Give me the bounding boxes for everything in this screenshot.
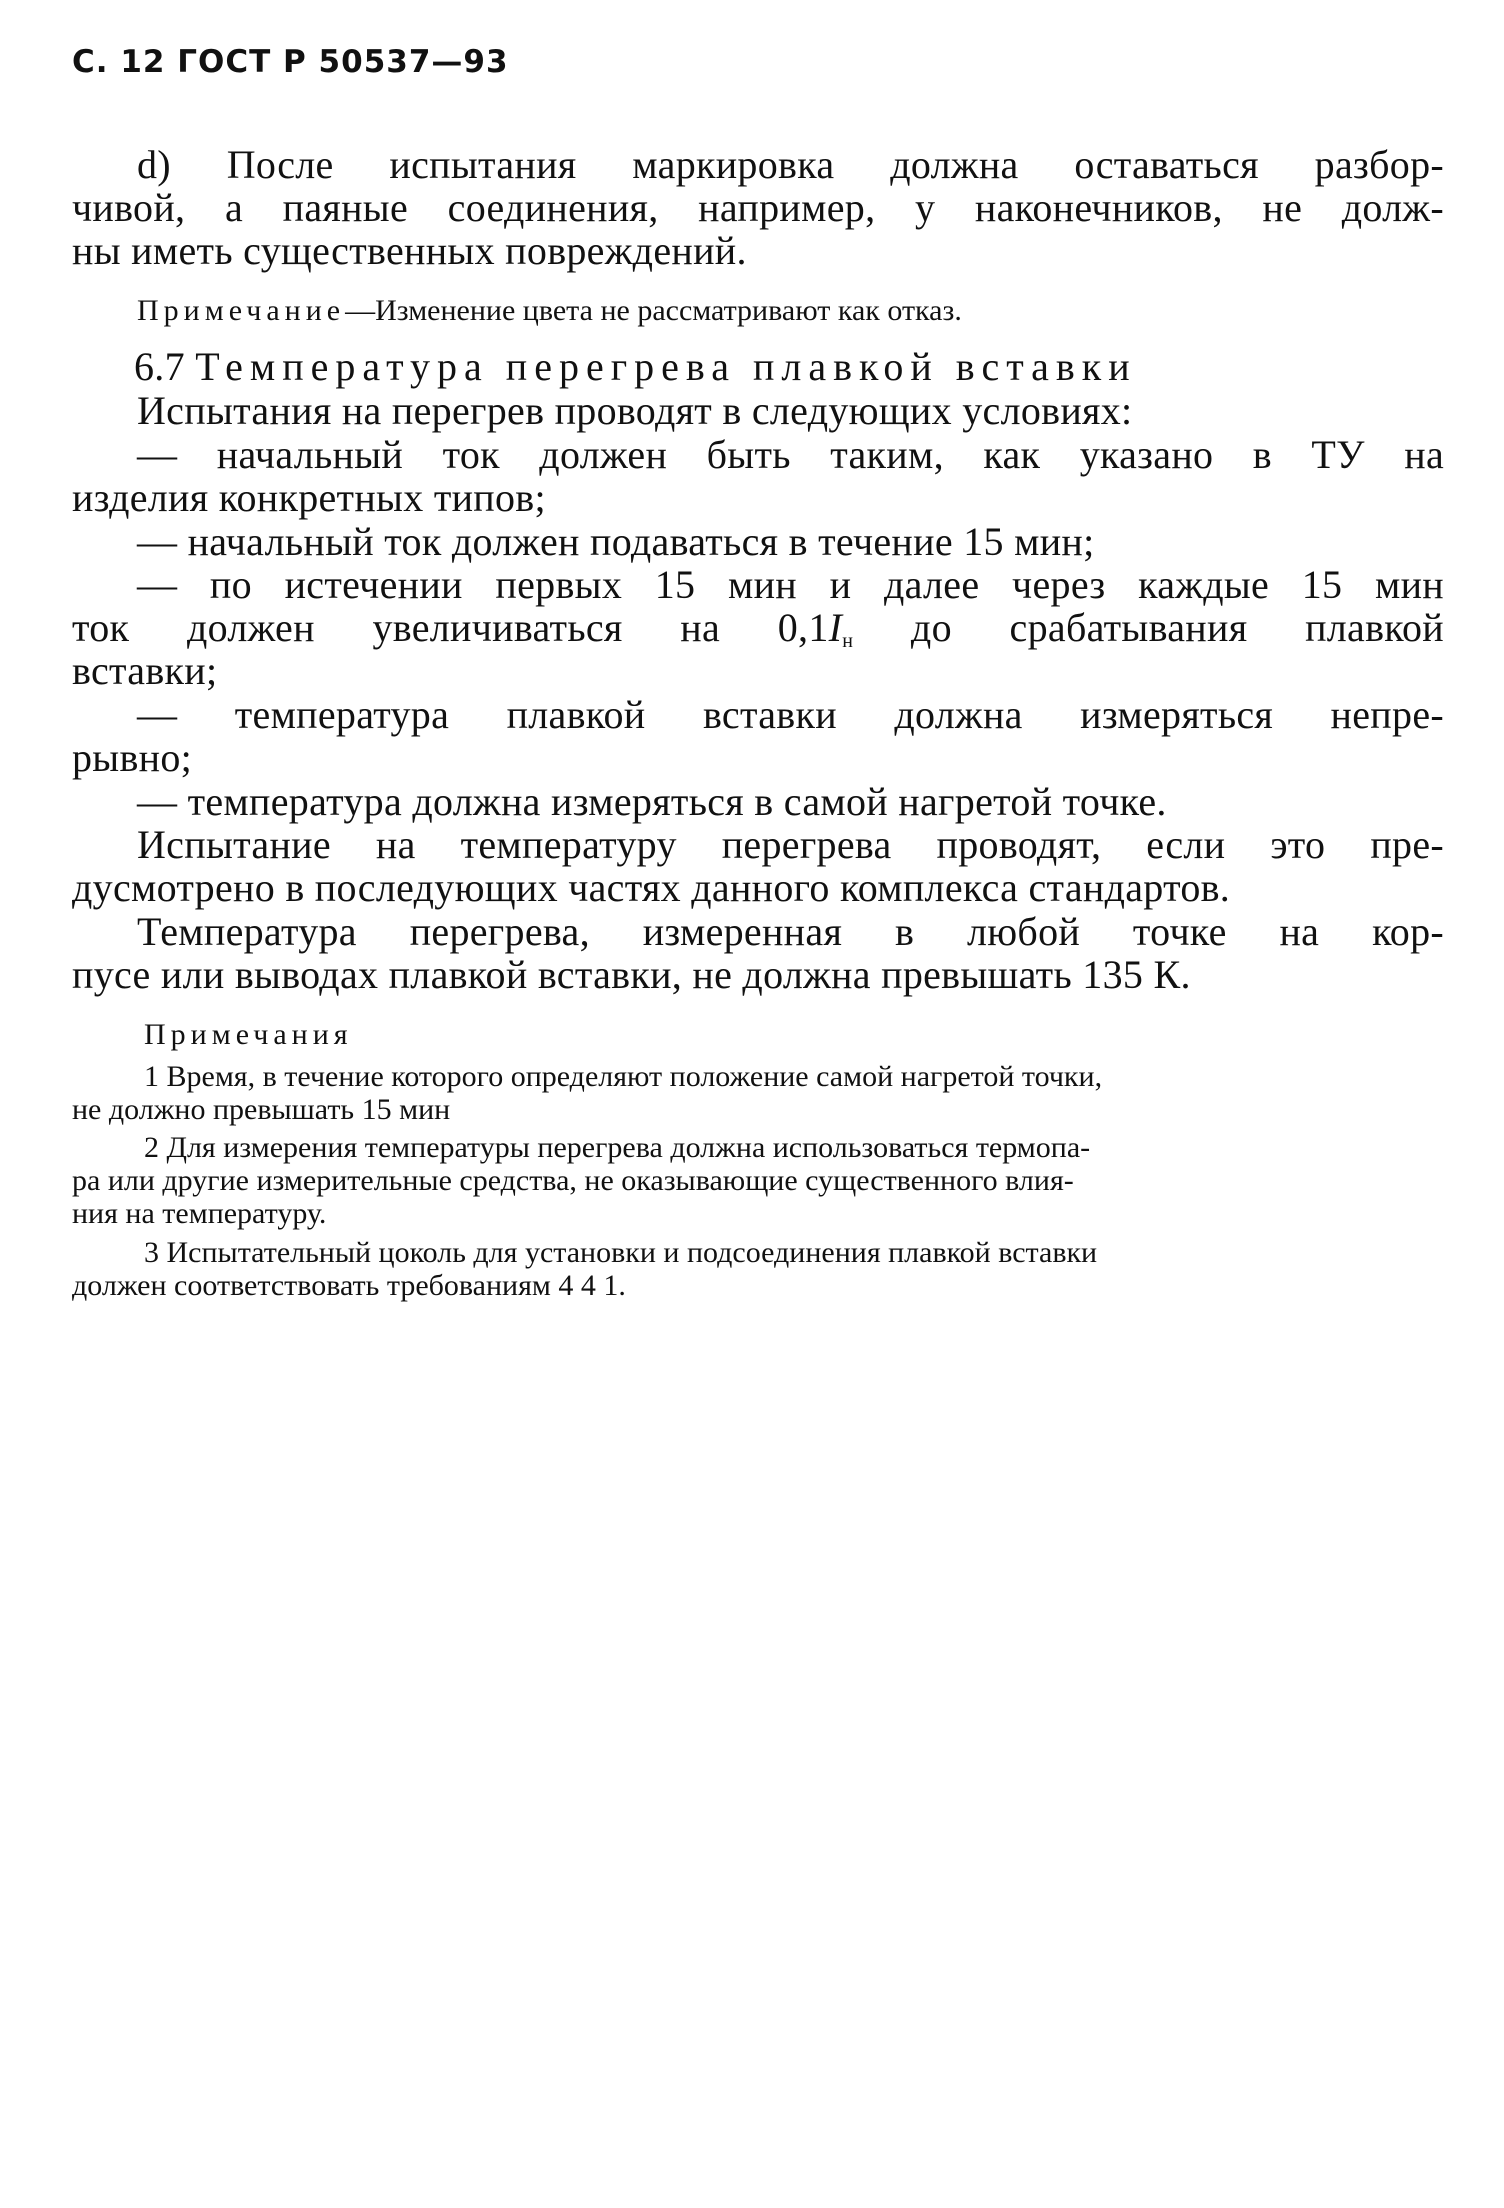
para-d-line-2: чивой, а паяные соединения, например, у наконечников, не долж-: [72, 185, 1444, 230]
condition-3-line-2: [72, 606, 1444, 650]
limit-paragraph-line-2: пусе или выводах плавкой вставки, не должна превышать 135 К.: [72, 952, 1191, 997]
condition-5: — температура должна измеряться в самой нагретой точке.: [137, 779, 1167, 824]
note-1: [72, 294, 1504, 328]
condition-3-text-after: до срабатывания плавкой: [853, 605, 1444, 650]
note-item-1-line-1: 1 Время, в течение которого определяют положение самой нагретой точки,: [144, 1060, 1103, 1093]
test-paragraph-line-2: дусмотрено в последующих частях данного комплекса стандартов.: [72, 865, 1231, 910]
condition-2: — начальный ток должен подаваться в течение 15 мин;: [137, 519, 1095, 564]
condition-4-line-2: рывно;: [72, 735, 193, 780]
page-header: С. 12 ГОСТ Р 50537—93: [72, 44, 509, 80]
note-item-3-line-2: должен соответствовать требованиям 4 4 1.: [72, 1269, 626, 1302]
note-1-dash: —: [345, 294, 376, 327]
section-heading: [72, 345, 1504, 389]
note-item-1-line-2: не должно превышать 15 мин: [72, 1093, 451, 1126]
conditions-intro: Испытания на перегрев проводят в следующих условиях:: [137, 388, 1133, 433]
para-d-line-1: d) После испытания маркировка должна оставаться разбор-: [137, 142, 1444, 187]
condition-4-line-1: — температура плавкой вставки должна измеряться непре-: [137, 692, 1444, 737]
note-item-3-line-1: 3 Испытательный цоколь для установки и подсоединения плавкой вставки: [144, 1236, 1098, 1269]
note-item-2-line-3: ния на температуру.: [72, 1197, 327, 1230]
condition-1-line-2: изделия конкретных типов;: [72, 475, 546, 520]
section-number: 6.7: [134, 344, 185, 389]
condition-3-line-1: — по истечении первых 15 мин и далее через каждые 15 мин: [137, 562, 1444, 607]
note-1-label: Примечание: [137, 294, 346, 327]
test-paragraph-line-1: Испытание на температуру перегрева проводят, если это пре-: [137, 822, 1444, 867]
rated-current-subscript: н: [842, 630, 854, 652]
rated-current-symbol: I: [828, 605, 843, 650]
para-d-line-3: ны иметь существенных повреждений.: [72, 228, 747, 273]
limit-paragraph-line-1: Температура перегрева, измеренная в любой точке на кор-: [137, 909, 1444, 954]
notes-heading: Примечания: [144, 1018, 353, 1051]
note-item-2-line-1: 2 Для измерения температуры перегрева должна использоваться термопа-: [144, 1131, 1091, 1164]
condition-3-line-3: вставки;: [72, 648, 218, 693]
note-item-2-line-2: ра или другие измерительные средства, не оказывающие существенного влия-: [72, 1164, 1074, 1197]
condition-1-line-1: — начальный ток должен быть таким, как указано в ТУ на: [137, 432, 1444, 477]
section-title: Температура перегрева плавкой вставки: [195, 344, 1137, 389]
note-1-text: Изменение цвета не рассматривают как отказ.: [375, 294, 962, 327]
condition-3-text-before: ток должен увеличиваться на 0,1: [72, 605, 829, 650]
